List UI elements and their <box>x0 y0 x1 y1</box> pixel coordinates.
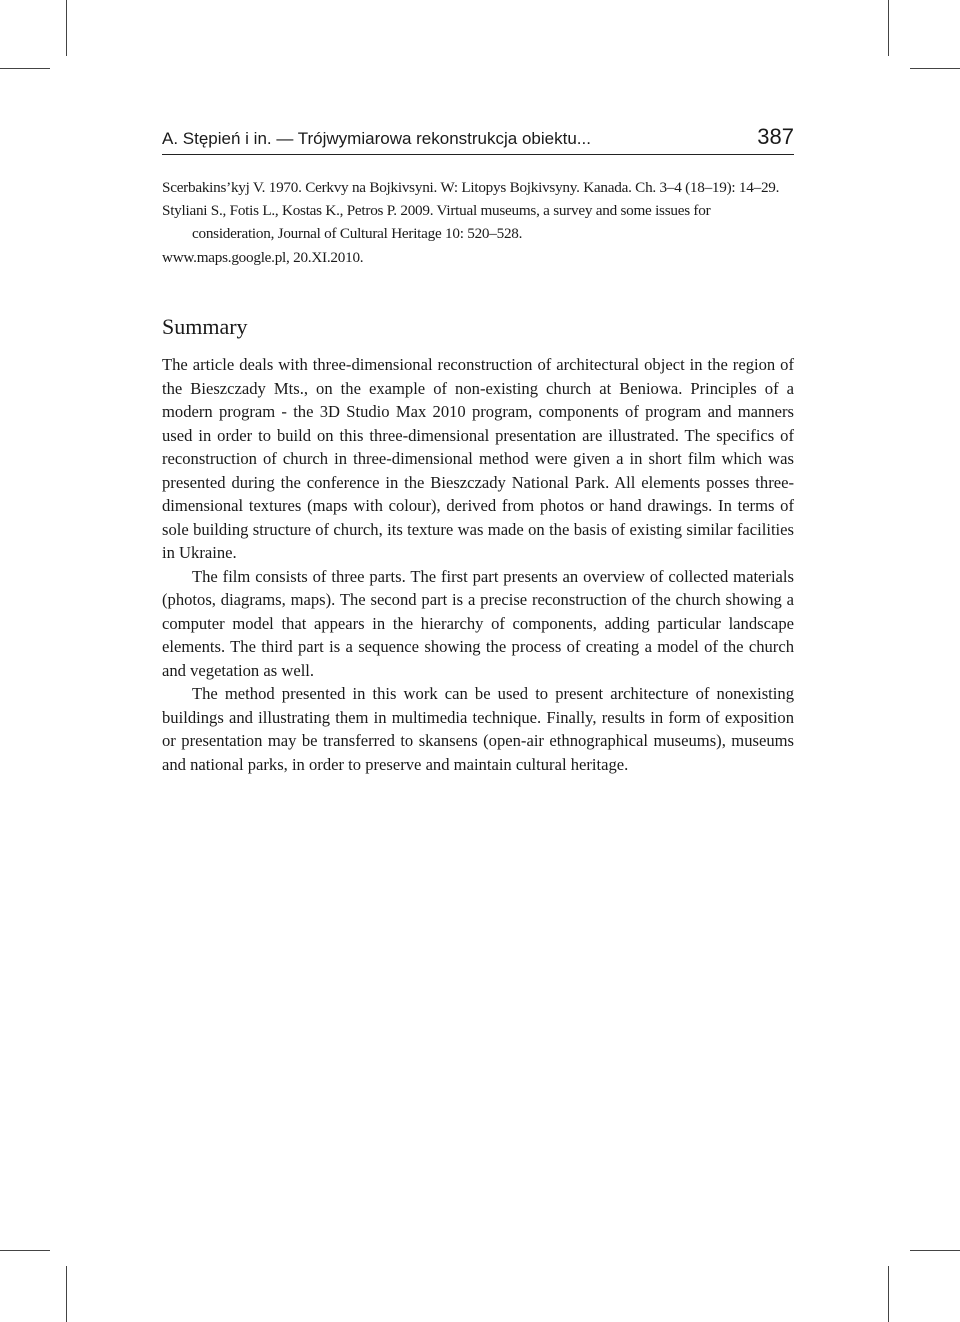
summary-heading: Summary <box>162 314 248 339</box>
summary-body <box>162 353 794 776</box>
crop-mark-bottom-right <box>888 1266 889 1322</box>
reference-list <box>162 176 794 269</box>
crop-mark-bottom-left-h <box>0 1250 50 1251</box>
crop-mark-top-left <box>66 0 67 56</box>
summary-paragraph: The film consists of three parts. The first part presents an overview of collected materials (photos, diagrams, maps). The second part is a precise reconstruction of the church showing a computer model that appears in the hierarchy of components, adding particular landscape elements. The third part is a sequence showing the process of creating a model of the church and vegetation as well. <box>162 566 794 680</box>
crop-mark-bottom-right-h <box>910 1250 960 1251</box>
page-number: 387 <box>757 124 794 149</box>
crop-mark-bottom-left <box>66 1266 67 1322</box>
reference-item: Styliani S., Fotis L., Kostas K., Petros P. 2009. Virtual museums, a survey and some issues for consideration, Journal of Cultural Heritage 10: 520–528. <box>162 202 711 243</box>
reference-item: www.maps.google.pl, 20.XI.2010. <box>162 248 364 266</box>
running-head <box>162 122 794 155</box>
summary-paragraph: The article deals with three-dimensional reconstruction of architectural object in the region of the Bieszczady Mts., on the example of non-existing church at Beniowa. Principles of a modern program - the 3D Studio Max 2010 program, components of program and manners used in order to build on this three-dimensional presentation are illustrated. The specifics of reconstruction of church in three-dimensional method were given a in short film which was presented during the conference in the Bieszczady National Park. All elements posses threedimensional textures (maps with colour), derived from photos or hand drawings. In terms of sole building structure of church, its texture was made on the basis of existing similar facilities in Ukraine. <box>162 355 794 562</box>
crop-mark-top-right <box>888 0 889 56</box>
crop-mark-top-left-h <box>0 68 50 69</box>
summary-paragraph: The method presented in this work can be used to present architecture of nonexisting buildings and illustrating them in multimedia technique. Finally, results in form of exposition or presentation may be transferred to skansens (open-air ethnographical museums), museums and national parks, in order to preserve and maintain cultural heritage. <box>162 684 794 774</box>
reference-item: Scerbakins’kyj V. 1970. Cerkvy na Bojkivsyni. W: Litopys Bojkivsyny. Kanada. Ch. 3–4 (18–19): 14–29. <box>162 179 780 196</box>
crop-mark-top-right-h <box>910 68 960 69</box>
running-title: A. Stępień i in. — Trójwymiarowa rekonstrukcja obiektu... <box>162 129 591 148</box>
